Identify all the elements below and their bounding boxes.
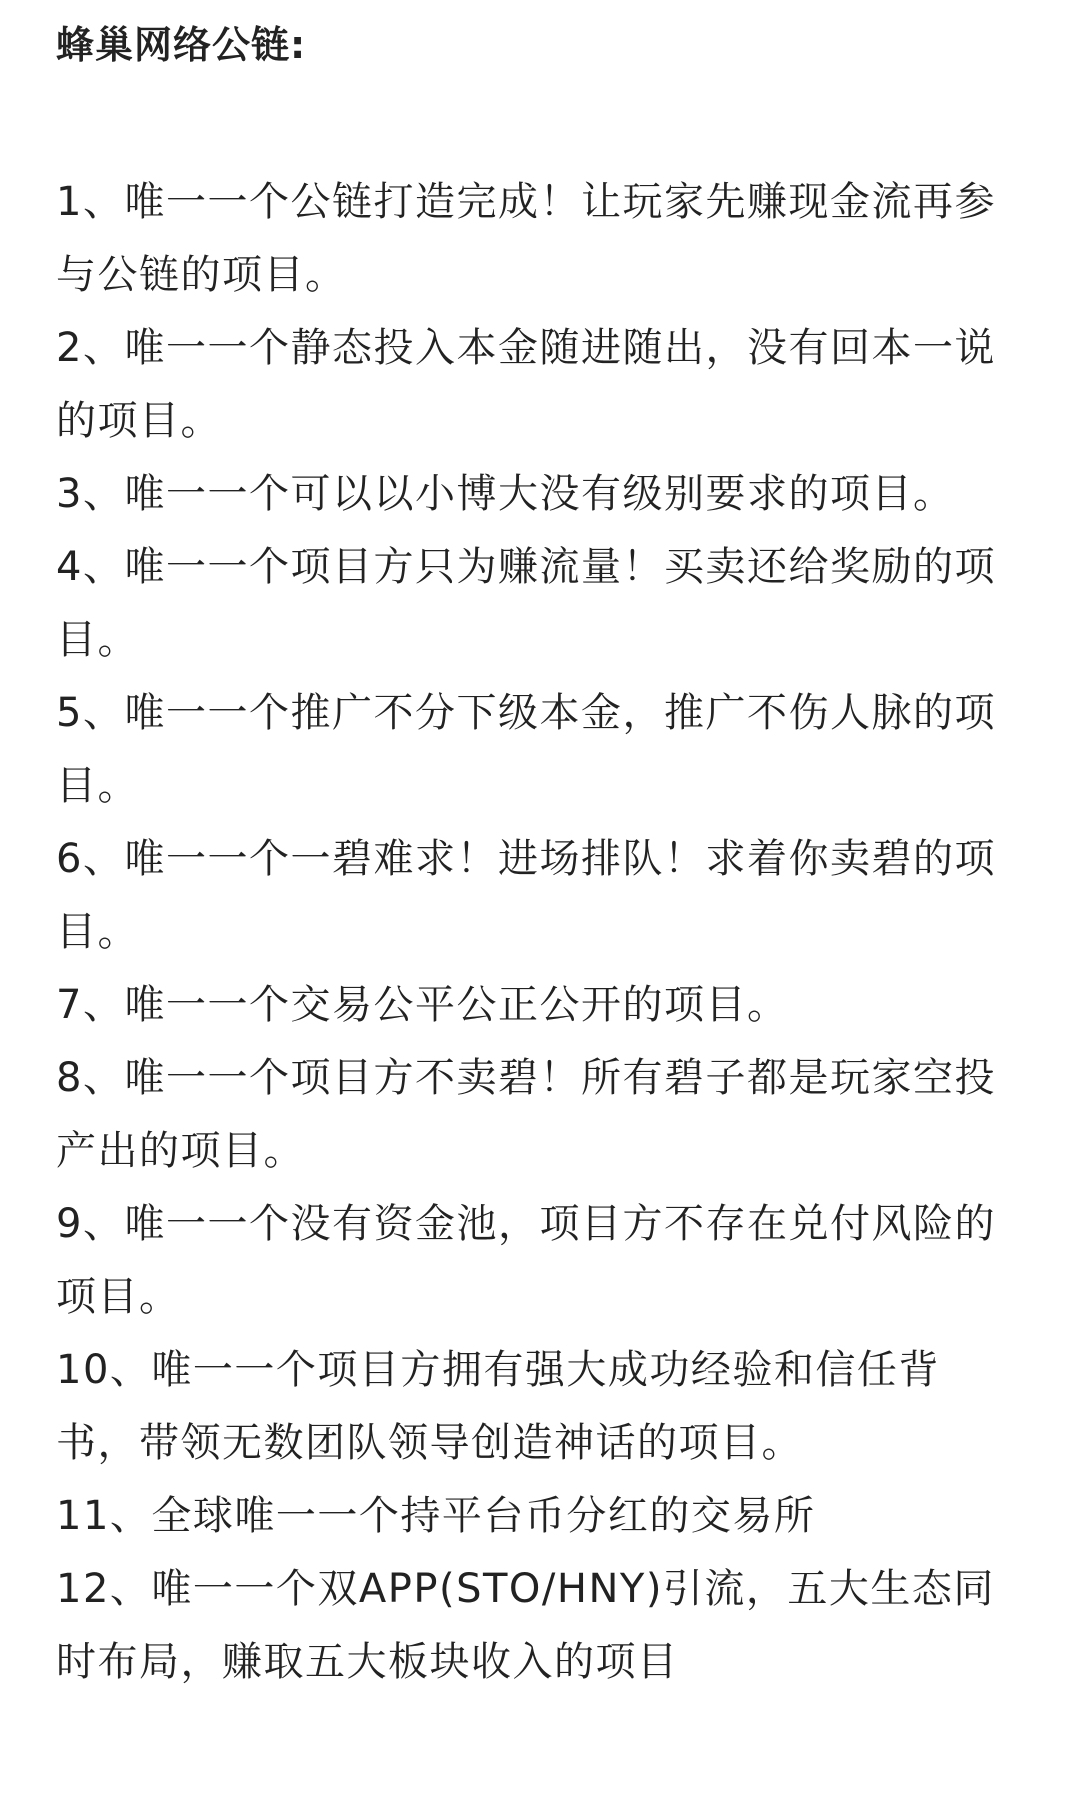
list-item: 2、唯一一个静态投入本金随进随出，没有回本一说的项目。	[56, 325, 996, 444]
list-item: 1、唯一一个公链打造完成！让玩家先赚现金流再参与公链的项目。	[56, 179, 996, 298]
list-item: 9、唯一一个没有资金池，项目方不存在兑付风险的项目。	[56, 1201, 996, 1320]
list-item: 8、唯一一个项目方不卖碧！所有碧子都是玩家空投产出的项目。	[56, 1055, 996, 1174]
document-title: 蜂巢网络公链:	[56, 23, 307, 67]
list-item: 6、唯一一个一碧难求！进场排队！求着你卖碧的项目。	[56, 836, 996, 955]
feature-list	[56, 166, 1018, 1699]
list-item: 12、唯一一个双APP(STO/HNY)引流，五大生态同时布局，赚取五大板块收入的项目	[56, 1566, 995, 1685]
list-item: 5、唯一一个推广不分下级本金，推广不伤人脉的项目。	[56, 690, 996, 809]
list-item: 10、唯一一个项目方拥有强大成功经验和信任背书，带领无数团队领导创造神话的项目。	[56, 1347, 940, 1466]
list-item: 4、唯一一个项目方只为赚流量！买卖还给奖励的项目。	[56, 544, 996, 663]
list-item: 7、唯一一个交易公平公正公开的项目。	[56, 982, 789, 1028]
list-item: 11、全球唯一一个持平台币分红的交易所	[56, 1493, 816, 1539]
list-item: 3、唯一一个可以以小博大没有级别要求的项目。	[56, 471, 955, 517]
